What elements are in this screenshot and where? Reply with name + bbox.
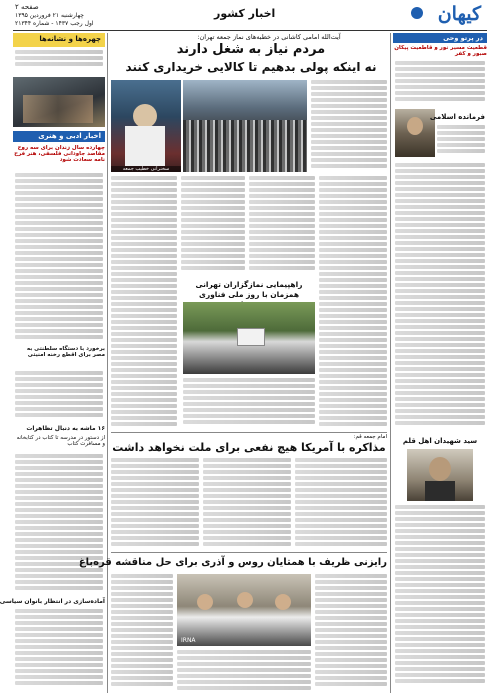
- left-banner: [13, 33, 105, 47]
- quote-label: در پرتو وحی: [443, 34, 483, 42]
- right-text-2: [395, 505, 485, 691]
- story2-headline: راهپیمایی نمازگزاران تهرانی همزمان با روز ملی فناوری: [195, 280, 303, 299]
- left-banner-text: چهره‌ها و نشانه‌ها: [39, 35, 101, 43]
- martyr2-photo: [407, 449, 473, 501]
- friday-prayer-speaker-photo: [111, 80, 181, 172]
- story3-text-1: [111, 458, 199, 550]
- right-column-divider: [390, 33, 391, 693]
- page-number: صفحه ۲: [15, 3, 39, 11]
- martyr2-title: سید شهیدان اهل قلم: [402, 437, 478, 445]
- left-text-2: [15, 371, 103, 421]
- top-story-headline-1: مردم نیاز به شغل دارند: [176, 42, 326, 57]
- top-story-headline-2: نه اینکه پولی بدهیم تا کالایی خریداری کنند: [125, 60, 377, 74]
- photo-caption: سخنرانی خطیب جمعه: [111, 166, 181, 172]
- crowd-photo: [183, 80, 307, 172]
- left-text-4: [15, 609, 103, 691]
- middle-column-1: [111, 176, 177, 431]
- story4-divider: [111, 552, 387, 553]
- quote-box: [393, 33, 487, 43]
- left-text-1: [15, 173, 103, 343]
- story4-headline: رایزنی ظریف با همتایان روس و آذری برای حل مناقشه قره‌باغ: [78, 557, 387, 568]
- story4-text-2: [177, 650, 311, 692]
- right-column: [393, 33, 487, 693]
- middle-column-3: [249, 176, 315, 276]
- top-story-lead: [311, 80, 387, 172]
- left-headline-b: برخورد با دستگاه سلطنتی به مصر برای اقطع رخنه امنیتی: [26, 346, 105, 358]
- hijri-line: اول رجب ۱۴۳۷ - شماره ۲۱۳۴۴: [15, 20, 94, 27]
- story3-kicker: امام جمعه قم:: [353, 434, 387, 440]
- left-text-3: [15, 454, 103, 594]
- left-headline-c: ۱۶ ماشه به دنبال تظاهرات: [26, 425, 105, 432]
- left-headline-a: چهارده سال زندان برای سه روح مقاصد جاودانی فلسفی، هنر فرح نامه سعادت شود: [14, 145, 105, 163]
- left-column-divider: [107, 33, 108, 693]
- left-intro-text: [15, 50, 103, 72]
- left-box-title: اخبار ادبی و هنری: [38, 132, 101, 140]
- left-column: [0, 33, 105, 693]
- newspaper-logo: [409, 3, 481, 27]
- middle-column-2: [181, 176, 245, 276]
- story2-text: [183, 378, 315, 430]
- top-story-kicker: آیت‌الله امامی کاشانی در خطبه‌های نماز جمعه تهران:: [197, 33, 341, 41]
- story4-text-3: [315, 574, 387, 692]
- story3-divider: [111, 432, 387, 433]
- left-news-box: [13, 131, 105, 142]
- feature-text: [437, 125, 485, 159]
- date-line: چهارشنبه ۲۱ فروردین ۱۳۹۵: [15, 12, 85, 19]
- quote-title: قطعیت مسیر نور و قاطعیت پیکان صبور و کفر: [394, 45, 487, 57]
- logo-emblem-icon: [411, 7, 423, 19]
- zarif-meeting-photo: [177, 574, 311, 646]
- story4-text-1: [111, 574, 173, 692]
- irna-tag: IRNA: [181, 637, 196, 644]
- section-title: اخبار کشور: [214, 7, 276, 20]
- middle-column-4: [319, 176, 387, 431]
- march-photo: [183, 302, 315, 374]
- masthead: [9, 0, 491, 30]
- story3-text-3: [295, 458, 387, 550]
- story3-text-2: [203, 458, 291, 550]
- feature-label: فرمانده اسلامی: [429, 113, 485, 121]
- left-headline-d: از دستور در مدرسه تا کتاب در کتابخانه و مسافرت کتاب: [16, 435, 105, 447]
- logo-text: کیهان: [437, 3, 481, 25]
- quote-text: [395, 61, 485, 105]
- story3-headline: مذاکره با آمریکا هیچ نفعی برای ملت نخواهد داشت: [112, 441, 386, 454]
- right-text-1: [395, 163, 485, 433]
- left-photo: [13, 77, 105, 127]
- masthead-divider: [13, 30, 487, 31]
- left-headline-e: آماده‌سازی در انتظار بانوان سیاسی: [0, 598, 105, 605]
